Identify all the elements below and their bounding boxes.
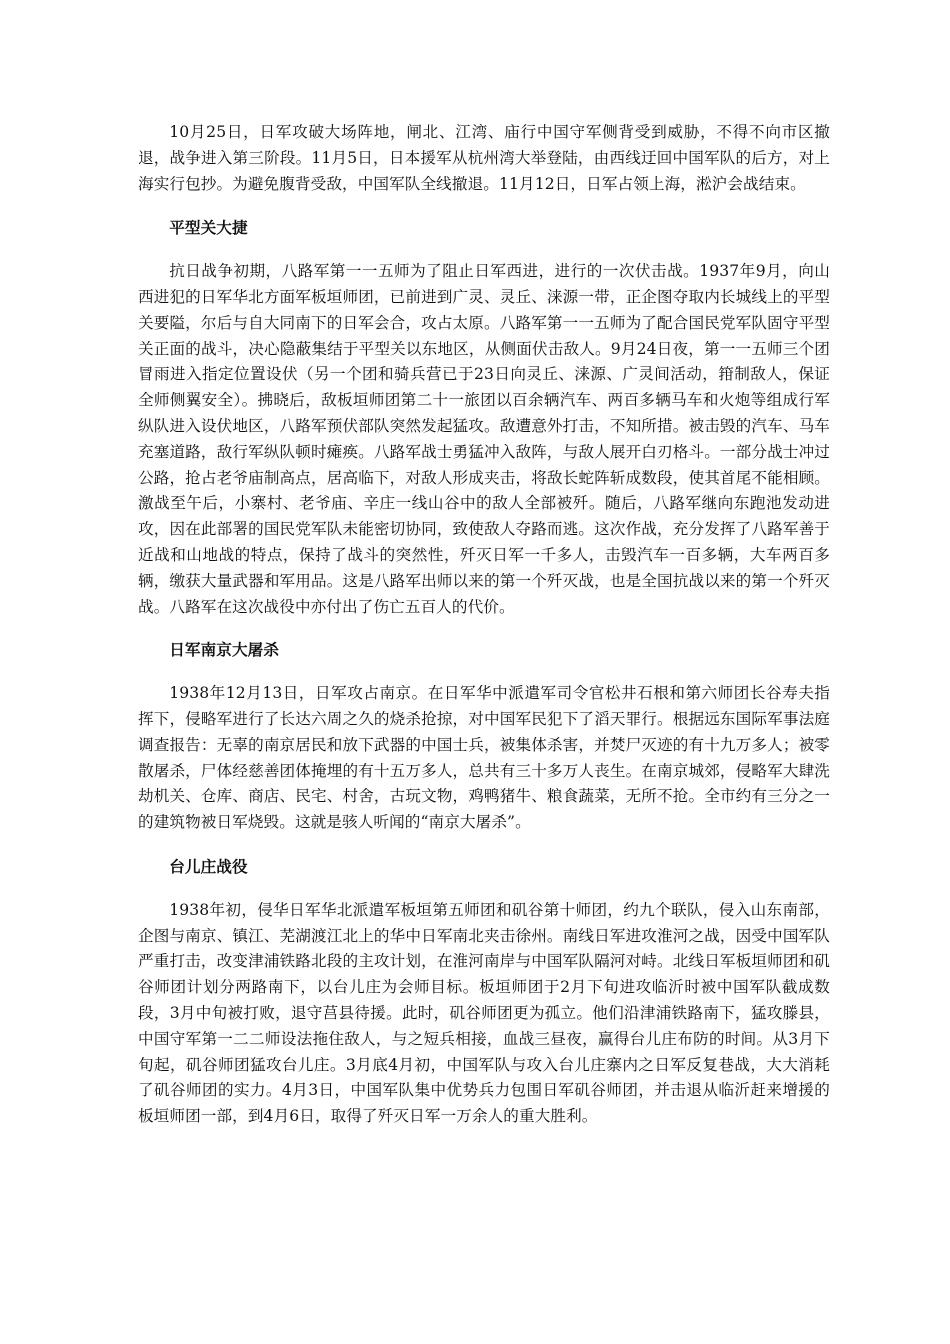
document-page [138, 120, 830, 1130]
section-paragraph-taierzhuang: 1938年初，侵华日军华北派遣军板垣第五师团和矶谷第十师团，约九个联队，侵入山东南部，企图与南京、镇江、芜湖渡江北上的华中日军南北夹击徐州。南线日军进攻淮河之战，因受中国军队严重打击，改变津浦铁路北段的主攻计划，在淮河南岸与中国军队隔河对峙。北线日军板垣师团和矶谷师团计划分两路南下，以台儿庄为会师目标。板垣师团于2月下旬进攻临沂时被中国军队截成数段，3月中旬被打败，退守莒县待援。此时，矶谷师团更为孤立。他们沿津浦铁路南下，猛攻滕县，中国守军第一二二师设法拖住敌人，与之短兵相接，血战三昼夜，赢得台儿庄布防的时间。从3月下旬起，矶谷师团猛攻台儿庄。3月底4月初，中国军队与攻入台儿庄寨内之日军反复巷战，大大消耗了矶谷师团的实力。4月3日，中国军队集中优势兵力包围日军矶谷师团，并击退从临沂赶来增援的板垣师团一部，到4月6日，取得了歼灭日军一万余人的重大胜利。 [138, 900, 830, 1126]
section-paragraph-nanjing: 1938年12月13日，日军攻占南京。在日军华中派遣军司令官松井石根和第六师团长谷寿夫指挥下，侵略军进行了长达六周之久的烧杀抢掠，对中国军民犯下了滔天罪行。根据远东国际军事法庭调查报告：无辜的南京居民和放下武器的中国士兵，被集体杀害，并焚尸灭迹的有十九万多人；被零散屠杀，尸体经慈善团体掩埋的有十五万多人，总共有三十多万人丧生。在南京城郊，侵略军大肆洗劫机关、仓库、商店、民宅、村舍，古玩文物，鸡鸭猪牛、粮食蔬菜，无所不抢。全市约有三分之一的建筑物被日军烧毁。这就是骇人听闻的“南京大屠杀”。 [138, 684, 830, 832]
section-heading-pingxingguan: 平型关大捷 [169, 219, 248, 238]
section-heading-nanjing: 日军南京大屠杀 [169, 641, 280, 660]
section-paragraph-pingxingguan: 抗日战争初期，八路军第一一五师为了阻止日军西进，进行的一次伏击战。1937年9月，向山西进犯的日军华北方面军板垣师团，已前进到广灵、灵丘、涞源一带，正企图夺取内长城线上的平型关要隘，尔后与自大同南下的日军会合，攻占太原。八路军第一一五师为了配合国民党军队固守平型关正面的战斗，决心隐蔽集结于平型关以东地区，从侧面伏击敌人。9月24日夜，第一一五师三个团冒雨进入指定位置设伏（另一个团和骑兵营已于23日向灵丘、涞源、广灵间活动，箝制敌人，保证全师侧翼安全）。拂晓后，敌板垣师团第二十一旅团以百余辆汽车、两百多辆马车和火炮等组成行军纵队进入设伏地区，八路军预伏部队突然发起猛攻。敌遭意外打击，不知所措。被击毁的汽车、马车充塞道路，敌行军纵队顿时瘫痪。八路军战士勇猛冲入敌阵，与敌人展开白刃格斗。一部分战士冲过公路，抢占老爷庙制高点，居高临下，对敌人形成夹击，将敌长蛇阵斩成数段，使其首尾不能相顾。激战至午后，小寨村、老爷庙、辛庄一线山谷中的敌人全部被歼。随后，八路军继向东跑池发动进攻，因在此部署的国民党军队未能密切协同，致使敌人夺路而逃。这次作战，充分发挥了八路军善于近战和山地战的特点，保持了战斗的突然性，歼灭日军一千多人，击毁汽车一百多辆，大车两百多辆，缴获大量武器和军用品。这是八路军出师以来的第一个歼灭战，也是全国抗战以来的第一个歼灭战。八路军在这次战役中亦付出了伤亡五百人的代价。 [138, 262, 831, 616]
section-heading-taierzhuang: 台儿庄战役 [169, 857, 248, 876]
intro-paragraph: 10月25日，日军攻破大场阵地，闸北、江湾、庙行中国守军侧背受到威胁，不得不向市区撤退，战争进入第三阶段。11月5日，日本援军从杭州湾大举登陆，由西线迂回中国军队的后方，对上海实行包抄。为避免腹背受敌，中国军队全线撤退。11月12日，日军占领上海，淞沪会战结束。 [138, 123, 830, 193]
